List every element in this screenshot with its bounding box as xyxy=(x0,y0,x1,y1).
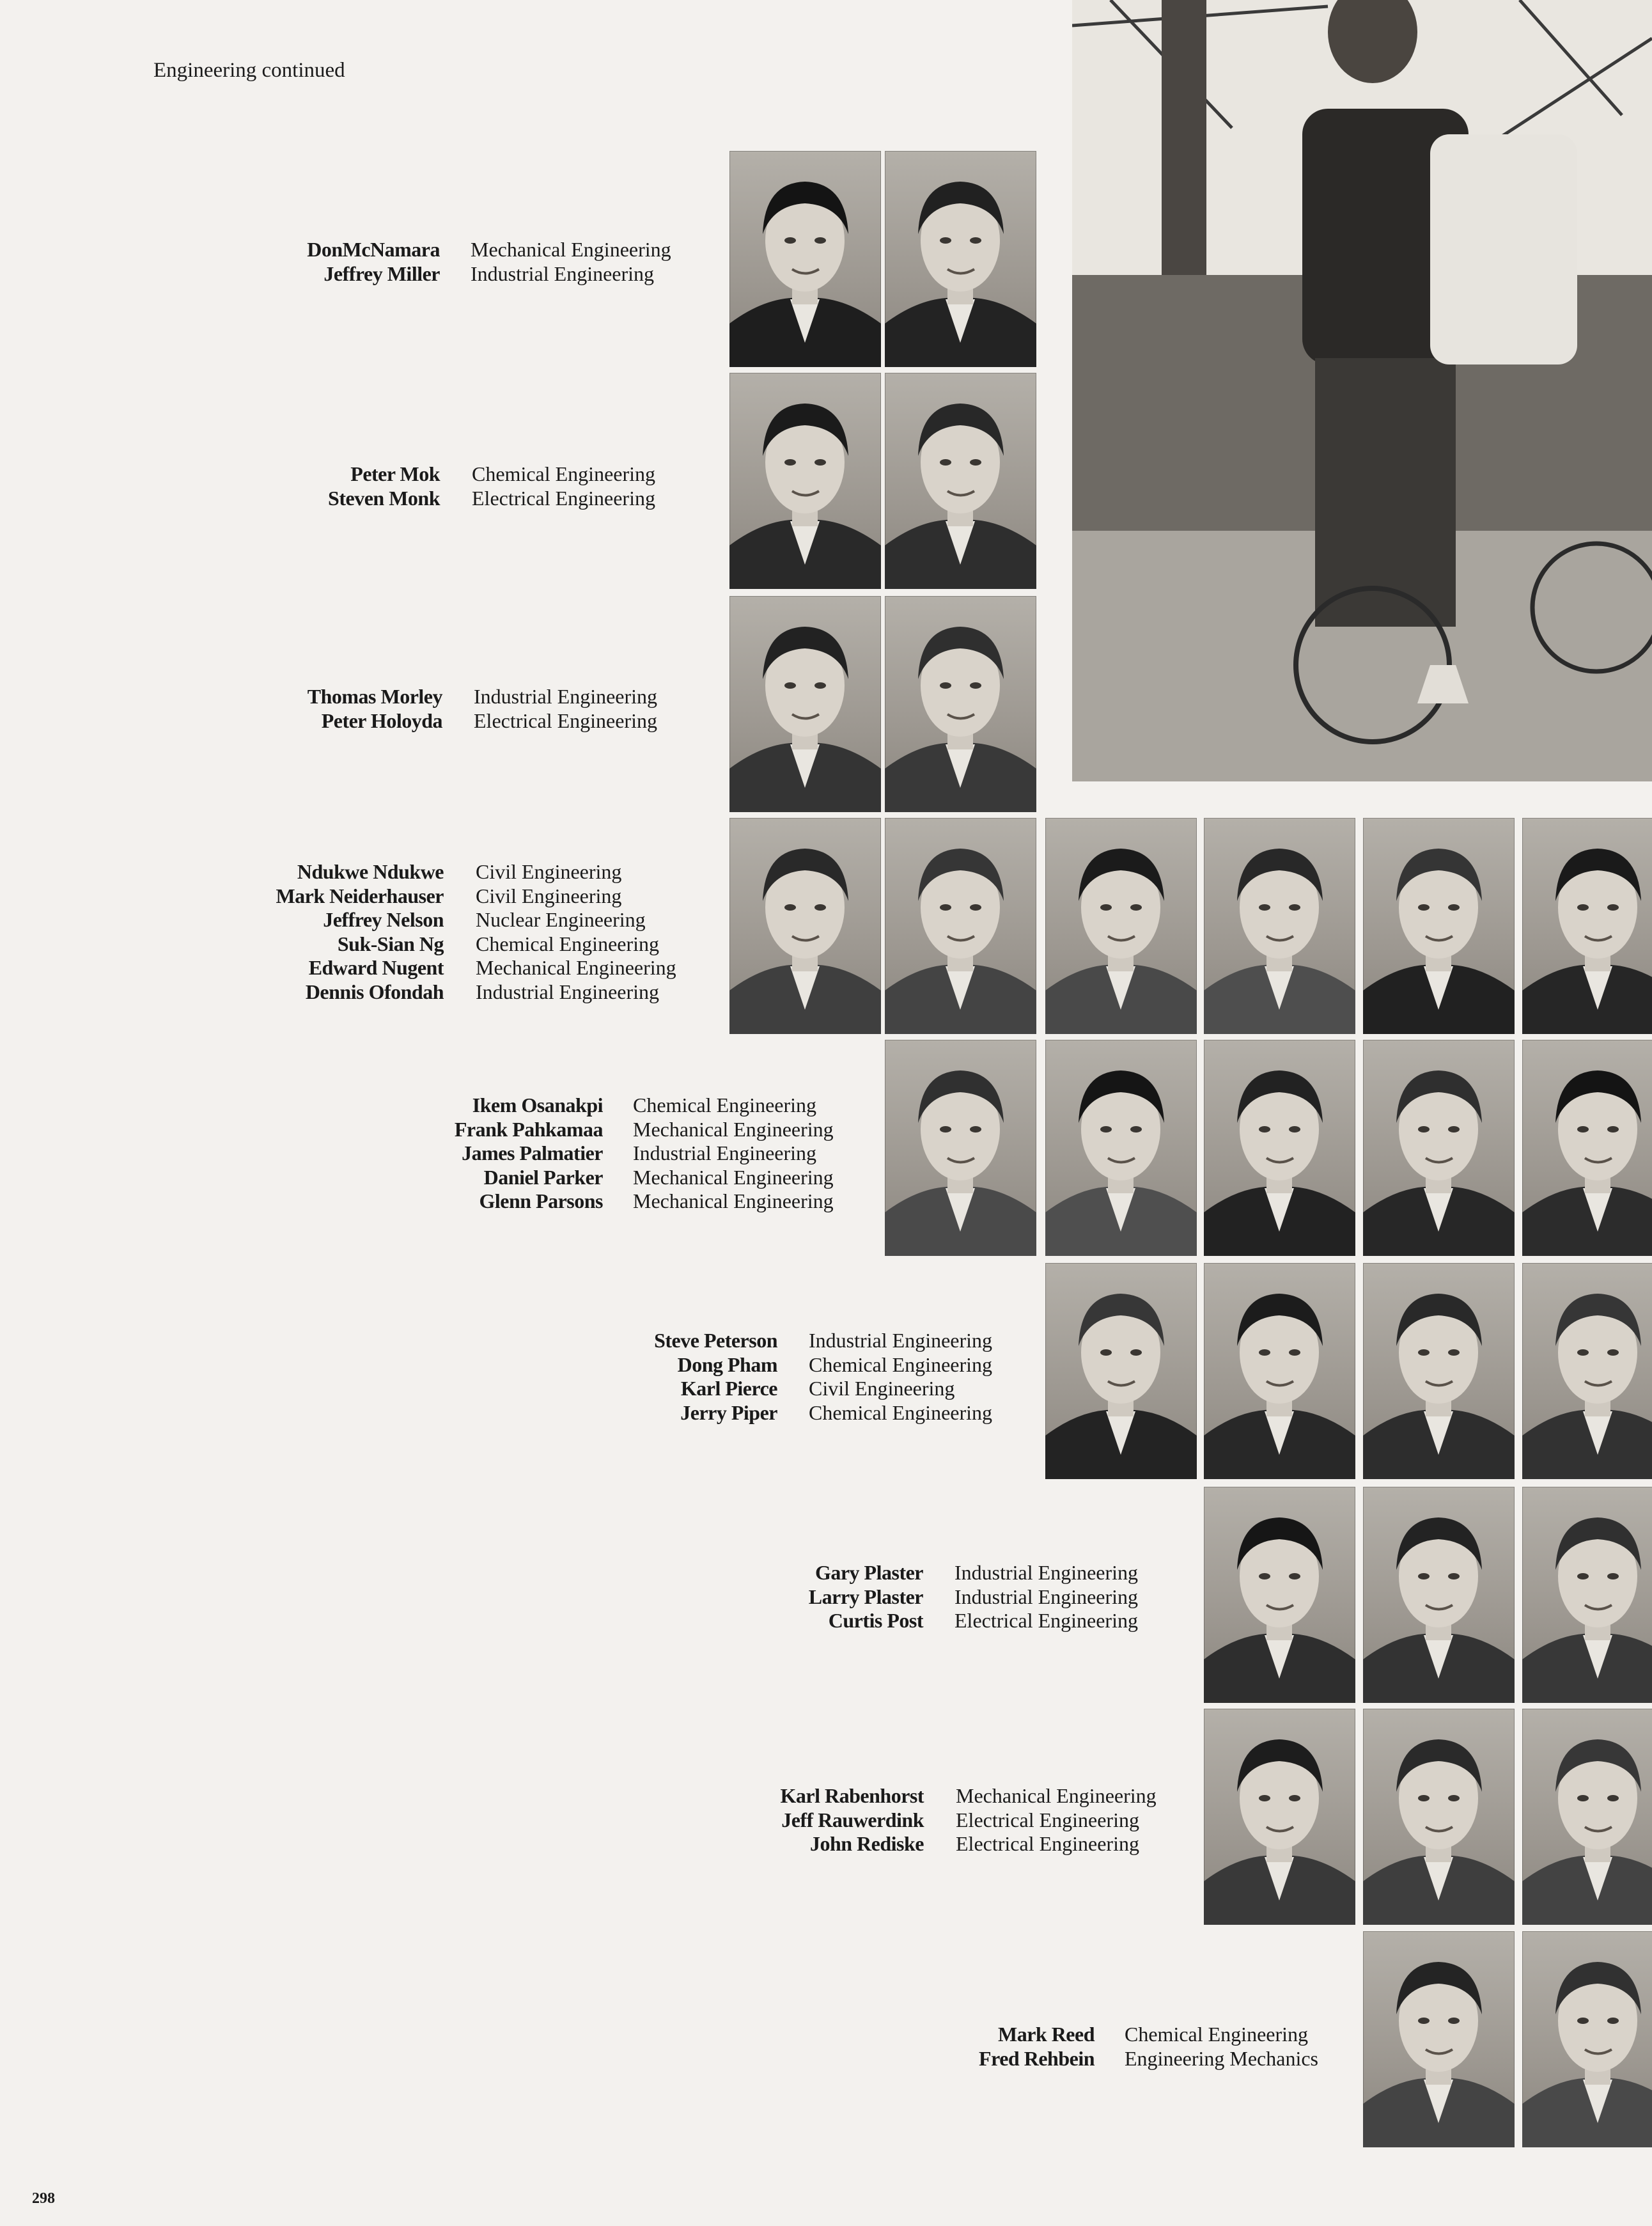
portrait-photo xyxy=(1204,1487,1355,1703)
student-name: Larry Plaster xyxy=(808,1585,923,1608)
portrait-photo xyxy=(1045,818,1197,1034)
student-major: Industrial Engineering xyxy=(955,1585,1139,1608)
portrait-photo xyxy=(1045,1040,1197,1256)
portrait-photo xyxy=(1522,1487,1652,1703)
student-major: Electrical Engineering xyxy=(955,1609,1138,1632)
student-name: Suk-Sian Ng xyxy=(337,932,444,955)
student-names xyxy=(120,462,440,510)
student-major: Industrial Engineering xyxy=(474,685,658,708)
portrait-photo xyxy=(1363,1040,1515,1256)
student-major: Electrical Engineering xyxy=(474,709,657,732)
student-name: Karl Rabenhorst xyxy=(780,1784,924,1807)
student-name: Mark Reed xyxy=(997,2023,1095,2046)
student-name: Fred Rehbein xyxy=(979,2046,1095,2070)
portrait-photo xyxy=(1522,1709,1652,1925)
student-major: Mechanical Engineering xyxy=(476,956,676,979)
portrait-photo xyxy=(1363,818,1515,1034)
student-name: Frank Pahkamaa xyxy=(454,1117,603,1141)
portrait-photo xyxy=(1204,1709,1355,1925)
student-name: Peter Mok xyxy=(350,462,440,485)
student-major: Chemical Engineering xyxy=(476,932,660,955)
student-name: Jeffrey Miller xyxy=(323,262,440,285)
portrait-photo xyxy=(729,596,881,812)
portrait-photo xyxy=(1363,1931,1515,2147)
student-name: Steven Monk xyxy=(328,486,440,510)
student-name: Edward Nugent xyxy=(308,956,444,979)
portrait-photo xyxy=(1522,1040,1652,1256)
portrait-photo xyxy=(885,373,1036,589)
student-major: Industrial Engineering xyxy=(476,980,660,1003)
student-major: Electrical Engineering xyxy=(956,1832,1139,1855)
student-names xyxy=(775,2023,1095,2071)
portrait-photo xyxy=(1045,1263,1197,1479)
student-major: Electrical Engineering xyxy=(472,486,655,510)
portrait-photo xyxy=(729,373,881,589)
student-name: Peter Holoyda xyxy=(321,709,442,732)
student-name: Glenn Parsons xyxy=(479,1189,603,1212)
student-names xyxy=(123,685,442,733)
student-major: Industrial Engineering xyxy=(809,1329,993,1352)
student-names xyxy=(283,1093,603,1214)
student-major: Industrial Engineering xyxy=(955,1561,1139,1584)
student-name: Ikem Osanakpi xyxy=(472,1093,603,1117)
student-major: Mechanical Engineering xyxy=(633,1165,834,1189)
student-name: James Palmatier xyxy=(462,1141,603,1164)
student-major: Chemical Engineering xyxy=(472,462,656,485)
portrait-photo xyxy=(1204,1040,1355,1256)
student-name: Dennis Ofondah xyxy=(305,980,444,1003)
student-major: Civil Engineering xyxy=(809,1377,955,1400)
student-major: Mechanical Engineering xyxy=(633,1117,834,1141)
student-major: Nuclear Engineering xyxy=(476,908,646,931)
student-major: Electrical Engineering xyxy=(956,1808,1139,1831)
student-major: Civil Engineering xyxy=(476,860,622,883)
student-name: Thomas Morley xyxy=(307,685,442,708)
student-name: Jerry Piper xyxy=(680,1400,777,1424)
portrait-photo xyxy=(885,1040,1036,1256)
student-names xyxy=(604,1561,923,1633)
student-major: Civil Engineering xyxy=(476,884,622,907)
portrait-photo xyxy=(1522,818,1652,1034)
portrait-photo xyxy=(1363,1487,1515,1703)
student-names xyxy=(120,238,440,286)
portrait-photo xyxy=(1204,1263,1355,1479)
student-name: Steve Peterson xyxy=(654,1329,777,1352)
student-name: Gary Plaster xyxy=(814,1561,923,1584)
portrait-photo xyxy=(729,818,881,1034)
student-name: Karl Pierce xyxy=(680,1377,777,1400)
student-names xyxy=(124,860,444,1004)
student-names xyxy=(604,1784,924,1856)
student-name: DonMcNamara xyxy=(307,238,440,261)
student-name: Jeff Rauwerdink xyxy=(781,1808,924,1831)
student-major: Mechanical Engineering xyxy=(633,1189,834,1212)
portrait-photo xyxy=(885,151,1036,367)
student-name: Mark Neiderhauser xyxy=(276,884,444,907)
page-number: 298 xyxy=(32,2190,55,2207)
student-major: Mechanical Engineering xyxy=(471,238,671,261)
portrait-photo xyxy=(1522,1931,1652,2147)
student-name: Jeffrey Nelson xyxy=(323,908,444,931)
portrait-photo xyxy=(1204,818,1355,1034)
student-major: Chemical Engineering xyxy=(809,1352,993,1376)
student-name: Ndukwe Ndukwe xyxy=(297,860,444,883)
portrait-photo xyxy=(729,151,881,367)
portrait-photo xyxy=(1363,1709,1515,1925)
student-name: Dong Pham xyxy=(677,1352,777,1376)
student-major: Industrial Engineering xyxy=(633,1141,817,1164)
student-name: John Rediske xyxy=(809,1832,924,1855)
portrait-photo xyxy=(885,596,1036,812)
unicycle-riders-photo xyxy=(1072,0,1652,781)
portrait-photo xyxy=(1522,1263,1652,1479)
student-major: Industrial Engineering xyxy=(471,262,655,285)
portrait-photo xyxy=(1363,1263,1515,1479)
student-names xyxy=(458,1329,777,1425)
student-name: Curtis Post xyxy=(828,1609,923,1632)
portrait-photo xyxy=(885,818,1036,1034)
student-name: Daniel Parker xyxy=(483,1165,603,1189)
page-header: Engineering continued xyxy=(153,59,345,82)
student-major: Mechanical Engineering xyxy=(956,1784,1157,1807)
student-major: Chemical Engineering xyxy=(1125,2023,1309,2046)
student-major: Engineering Mechanics xyxy=(1125,2046,1318,2070)
student-major: Chemical Engineering xyxy=(809,1400,993,1424)
student-major: Chemical Engineering xyxy=(633,1093,817,1117)
